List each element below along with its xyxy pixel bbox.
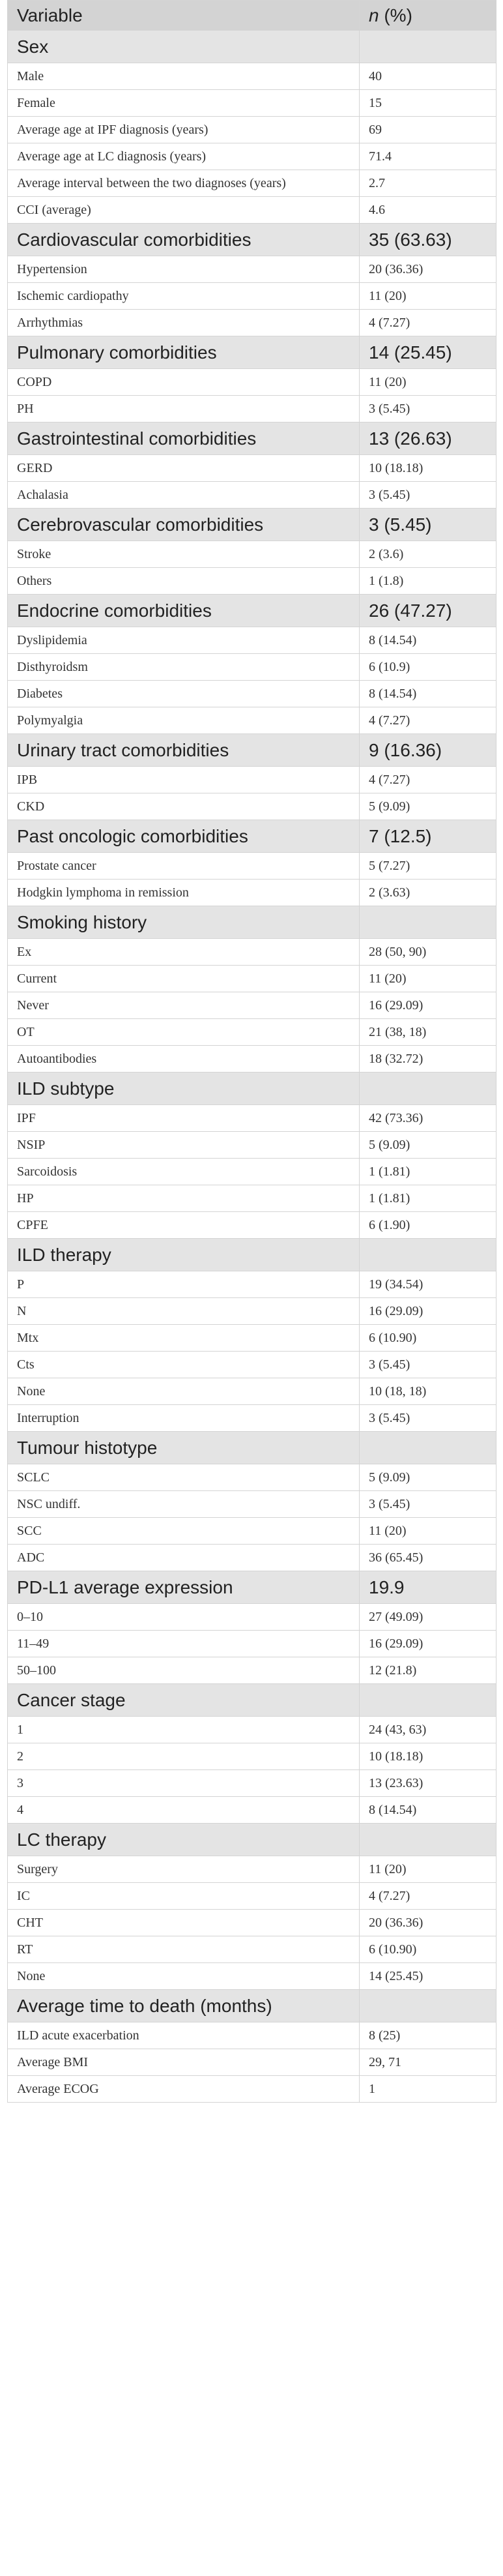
section-value: 26 (47.27) [360, 595, 496, 627]
row-value: 8 (14.54) [360, 1797, 496, 1824]
row-label: CPFE [8, 1212, 360, 1239]
table-row [8, 396, 496, 422]
table-row [8, 1963, 496, 1990]
table-row [8, 541, 496, 568]
row-label: 11–49 [8, 1631, 360, 1657]
row-label: Average ECOG [8, 2076, 360, 2103]
table-row [8, 1491, 496, 1518]
table-row [8, 1545, 496, 1571]
section-label: Endocrine comorbidities [8, 595, 360, 627]
section-value: 7 (12.5) [360, 820, 496, 853]
row-label: 3 [8, 1770, 360, 1797]
row-label: 50–100 [8, 1657, 360, 1684]
section-label: Average time to death (months) [8, 1990, 360, 2022]
row-label: IC [8, 1883, 360, 1910]
row-value: 10 (18.18) [360, 1743, 496, 1770]
section-label: ILD therapy [8, 1239, 360, 1271]
section-header-row [8, 422, 496, 455]
row-label: Arrhythmias [8, 310, 360, 336]
table-row [8, 2049, 496, 2076]
section-header-row [8, 336, 496, 369]
row-value: 10 (18.18) [360, 455, 496, 482]
row-value: 20 (36.36) [360, 256, 496, 283]
table-row [8, 1132, 496, 1159]
row-label: RT [8, 1936, 360, 1963]
row-value: 6 (10.9) [360, 654, 496, 681]
row-label: Diabetes [8, 681, 360, 707]
row-value: 5 (9.09) [360, 793, 496, 820]
row-label: Cts [8, 1352, 360, 1378]
table-row [8, 1936, 496, 1963]
row-value: 6 (10.90) [360, 1936, 496, 1963]
row-label: Others [8, 568, 360, 595]
section-label: LC therapy [8, 1824, 360, 1856]
section-header-row [8, 1990, 496, 2022]
row-value: 40 [360, 63, 496, 90]
table-row [8, 1185, 496, 1212]
row-label: Hodgkin lymphoma in remission [8, 880, 360, 906]
row-value: 28 (50, 90) [360, 939, 496, 966]
table-row [8, 283, 496, 310]
section-header-row [8, 224, 496, 256]
row-label: None [8, 1963, 360, 1990]
section-value [360, 1432, 496, 1464]
table-row [8, 369, 496, 396]
table-row [8, 1743, 496, 1770]
table-row [8, 143, 496, 170]
row-label: COPD [8, 369, 360, 396]
row-value: 15 [360, 90, 496, 117]
section-label: Past oncologic comorbidities [8, 820, 360, 853]
row-value: 11 (20) [360, 1856, 496, 1883]
row-label: Average BMI [8, 2049, 360, 2076]
row-value: 1 (1.81) [360, 1159, 496, 1185]
table-row [8, 482, 496, 509]
table-row [8, 170, 496, 197]
section-value [360, 906, 496, 939]
row-value: 5 (9.09) [360, 1464, 496, 1491]
row-value: 4.6 [360, 197, 496, 224]
row-value: 8 (25) [360, 2022, 496, 2049]
characteristics-table [7, 0, 496, 2103]
row-label: Ischemic cardiopathy [8, 283, 360, 310]
table-row [8, 1405, 496, 1432]
section-value: 14 (25.45) [360, 336, 496, 369]
table-row [8, 1518, 496, 1545]
row-value: 36 (65.45) [360, 1545, 496, 1571]
row-label: Average interval between the two diagnoses (years) [8, 170, 360, 197]
row-label: Average age at IPF diagnosis (years) [8, 117, 360, 143]
row-label: P [8, 1271, 360, 1298]
table-row [8, 966, 496, 992]
row-label: 2 [8, 1743, 360, 1770]
row-label: SCC [8, 1518, 360, 1545]
row-label: Ex [8, 939, 360, 966]
row-label: CKD [8, 793, 360, 820]
row-value: 8 (14.54) [360, 681, 496, 707]
section-header-row [8, 1684, 496, 1717]
row-value: 2 (3.6) [360, 541, 496, 568]
table-row [8, 939, 496, 966]
table-row [8, 63, 496, 90]
section-label: ILD subtype [8, 1073, 360, 1105]
row-value: 20 (36.36) [360, 1910, 496, 1936]
section-label: Sex [8, 31, 360, 63]
section-value [360, 1990, 496, 2022]
section-header-row [8, 906, 496, 939]
table-row [8, 1717, 496, 1743]
row-label: Disthyroidsm [8, 654, 360, 681]
row-label: Stroke [8, 541, 360, 568]
row-value: 4 (7.27) [360, 767, 496, 793]
row-value: 3 (5.45) [360, 1405, 496, 1432]
row-label: None [8, 1378, 360, 1405]
table-row [8, 455, 496, 482]
row-value: 16 (29.09) [360, 1298, 496, 1325]
row-label: 0–10 [8, 1604, 360, 1631]
row-label: Average age at LC diagnosis (years) [8, 143, 360, 170]
row-value: 71.4 [360, 143, 496, 170]
row-label: ADC [8, 1545, 360, 1571]
row-value: 3 (5.45) [360, 396, 496, 422]
row-label: ILD acute exacerbation [8, 2022, 360, 2049]
row-label: GERD [8, 455, 360, 482]
section-value: 9 (16.36) [360, 734, 496, 767]
table-row [8, 1797, 496, 1824]
table-row [8, 1631, 496, 1657]
table-row [8, 880, 496, 906]
section-label: Pulmonary comorbidities [8, 336, 360, 369]
table-row [8, 1046, 496, 1073]
row-value: 11 (20) [360, 966, 496, 992]
section-label: Urinary tract comorbidities [8, 734, 360, 767]
section-header-row [8, 734, 496, 767]
table-row [8, 197, 496, 224]
section-header-row [8, 1432, 496, 1464]
table-row [8, 1657, 496, 1684]
table-row [8, 1019, 496, 1046]
section-label: Cerebrovascular comorbidities [8, 509, 360, 541]
header-variable: Variable [8, 1, 360, 31]
section-value [360, 1239, 496, 1271]
row-value: 42 (73.36) [360, 1105, 496, 1132]
row-value: 1 (1.8) [360, 568, 496, 595]
row-label: IPB [8, 767, 360, 793]
section-header-row [8, 1239, 496, 1271]
table-row [8, 654, 496, 681]
row-value: 4 (7.27) [360, 310, 496, 336]
row-value: 69 [360, 117, 496, 143]
row-label: NSC undiff. [8, 1491, 360, 1518]
section-header-row [8, 1824, 496, 1856]
table-row [8, 1298, 496, 1325]
row-value: 5 (7.27) [360, 853, 496, 880]
section-value [360, 31, 496, 63]
row-label: Prostate cancer [8, 853, 360, 880]
table-row [8, 1212, 496, 1239]
row-label: SCLC [8, 1464, 360, 1491]
row-label: 1 [8, 1717, 360, 1743]
row-value: 13 (23.63) [360, 1770, 496, 1797]
row-label: 4 [8, 1797, 360, 1824]
table-row [8, 568, 496, 595]
row-label: IPF [8, 1105, 360, 1132]
section-label: Tumour histotype [8, 1432, 360, 1464]
header-n-percent [360, 1, 496, 31]
row-value: 2.7 [360, 170, 496, 197]
row-value: 3 (5.45) [360, 1491, 496, 1518]
row-value: 24 (43, 63) [360, 1717, 496, 1743]
row-value: 11 (20) [360, 369, 496, 396]
table-row [8, 707, 496, 734]
section-value: 3 (5.45) [360, 509, 496, 541]
table-row [8, 2022, 496, 2049]
row-label: Hypertension [8, 256, 360, 283]
section-label: Gastrointestinal comorbidities [8, 422, 360, 455]
table-row [8, 310, 496, 336]
row-label: Interruption [8, 1405, 360, 1432]
row-label: Current [8, 966, 360, 992]
row-value: 21 (38, 18) [360, 1019, 496, 1046]
table-row [8, 767, 496, 793]
row-value: 29, 71 [360, 2049, 496, 2076]
table-row [8, 1856, 496, 1883]
table-row [8, 681, 496, 707]
row-label: Mtx [8, 1325, 360, 1352]
row-label: PH [8, 396, 360, 422]
section-value [360, 1073, 496, 1105]
section-header-row [8, 509, 496, 541]
row-value: 18 (32.72) [360, 1046, 496, 1073]
section-label: Cancer stage [8, 1684, 360, 1717]
row-value: 11 (20) [360, 283, 496, 310]
section-header-row [8, 595, 496, 627]
table-row [8, 1325, 496, 1352]
section-header-row [8, 1073, 496, 1105]
row-label: HP [8, 1185, 360, 1212]
table-row [8, 2076, 496, 2103]
row-label: CCI (average) [8, 197, 360, 224]
table-row [8, 1464, 496, 1491]
table-row [8, 1105, 496, 1132]
table-row [8, 853, 496, 880]
section-label: PD-L1 average expression [8, 1571, 360, 1604]
row-label: NSIP [8, 1132, 360, 1159]
row-value: 19 (34.54) [360, 1271, 496, 1298]
row-value: 12 (21.8) [360, 1657, 496, 1684]
section-header-row [8, 820, 496, 853]
table-row [8, 1770, 496, 1797]
row-label: Sarcoidosis [8, 1159, 360, 1185]
table-body [8, 1, 496, 2103]
table-row [8, 1352, 496, 1378]
row-value: 4 (7.27) [360, 1883, 496, 1910]
table-row [8, 117, 496, 143]
section-label: Cardiovascular comorbidities [8, 224, 360, 256]
table-row [8, 793, 496, 820]
row-value: 14 (25.45) [360, 1963, 496, 1990]
section-value: 35 (63.63) [360, 224, 496, 256]
row-label: Male [8, 63, 360, 90]
header-n: n [369, 5, 379, 25]
row-value: 4 (7.27) [360, 707, 496, 734]
section-header-row [8, 31, 496, 63]
section-value [360, 1684, 496, 1717]
row-label: Never [8, 992, 360, 1019]
header-percent: (%) [379, 5, 412, 25]
row-value: 1 [360, 2076, 496, 2103]
row-value: 1 (1.81) [360, 1185, 496, 1212]
row-label: Achalasia [8, 482, 360, 509]
row-value: 11 (20) [360, 1518, 496, 1545]
section-value: 19.9 [360, 1571, 496, 1604]
row-value: 27 (49.09) [360, 1604, 496, 1631]
table-row [8, 627, 496, 654]
row-value: 8 (14.54) [360, 627, 496, 654]
table-row [8, 1378, 496, 1405]
section-label: Smoking history [8, 906, 360, 939]
row-value: 2 (3.63) [360, 880, 496, 906]
row-value: 6 (1.90) [360, 1212, 496, 1239]
row-value: 5 (9.09) [360, 1132, 496, 1159]
row-label: Polymyalgia [8, 707, 360, 734]
row-value: 10 (18, 18) [360, 1378, 496, 1405]
row-value: 16 (29.09) [360, 992, 496, 1019]
row-label: N [8, 1298, 360, 1325]
table-row [8, 90, 496, 117]
row-label: Female [8, 90, 360, 117]
table-row [8, 256, 496, 283]
row-label: Autoantibodies [8, 1046, 360, 1073]
section-header-row [8, 1571, 496, 1604]
section-value: 13 (26.63) [360, 422, 496, 455]
row-value: 6 (10.90) [360, 1325, 496, 1352]
row-label: OT [8, 1019, 360, 1046]
row-value: 16 (29.09) [360, 1631, 496, 1657]
row-value: 3 (5.45) [360, 482, 496, 509]
section-value [360, 1824, 496, 1856]
table-row [8, 1271, 496, 1298]
row-label: CHT [8, 1910, 360, 1936]
table-header-row [8, 1, 496, 31]
table-row [8, 1604, 496, 1631]
row-value: 3 (5.45) [360, 1352, 496, 1378]
table-row [8, 992, 496, 1019]
row-label: Dyslipidemia [8, 627, 360, 654]
table-row [8, 1883, 496, 1910]
row-label: Surgery [8, 1856, 360, 1883]
table-row [8, 1910, 496, 1936]
table-row [8, 1159, 496, 1185]
